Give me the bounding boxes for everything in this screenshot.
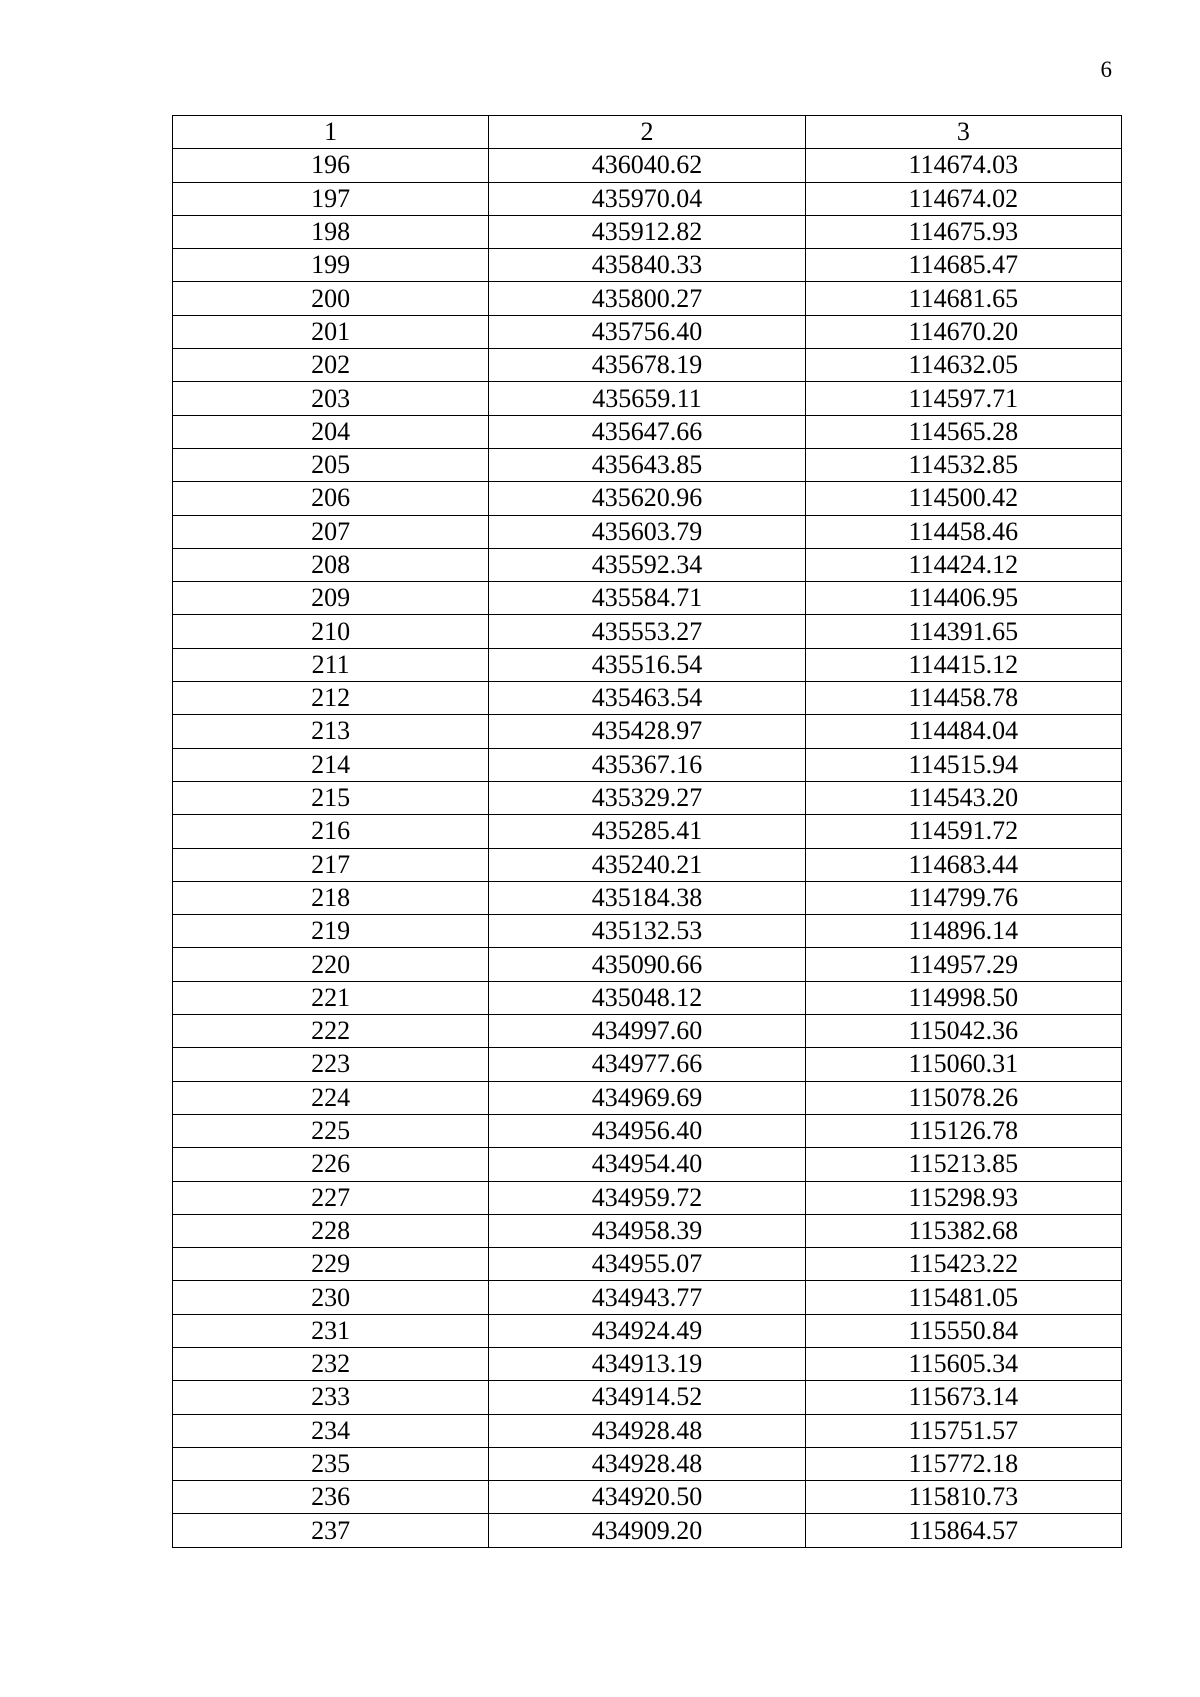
x-coordinate-cell: 435184.38	[489, 881, 805, 914]
point-number-cell: 232	[173, 1347, 489, 1380]
y-coordinate-cell: 114458.46	[805, 515, 1121, 548]
table-row	[173, 1414, 1122, 1447]
x-coordinate-cell: 434928.48	[489, 1414, 805, 1447]
point-number-cell: 212	[173, 682, 489, 715]
point-number-cell: 210	[173, 615, 489, 648]
y-coordinate-cell: 115060.31	[805, 1048, 1121, 1081]
point-number-cell: 199	[173, 249, 489, 282]
y-coordinate-cell: 114515.94	[805, 748, 1121, 781]
table-row	[173, 682, 1122, 715]
x-coordinate-cell: 435970.04	[489, 182, 805, 215]
table-row	[173, 715, 1122, 748]
point-number-cell: 197	[173, 182, 489, 215]
x-coordinate-cell: 435553.27	[489, 615, 805, 648]
table-row	[173, 249, 1122, 282]
table-row	[173, 1015, 1122, 1048]
y-coordinate-cell: 114532.85	[805, 448, 1121, 481]
table-row	[173, 282, 1122, 315]
point-number-cell: 237	[173, 1514, 489, 1547]
table-row	[173, 1181, 1122, 1214]
point-number-cell: 231	[173, 1314, 489, 1347]
point-number-cell: 207	[173, 515, 489, 548]
y-coordinate-cell: 114543.20	[805, 781, 1121, 814]
y-coordinate-cell: 114565.28	[805, 415, 1121, 448]
table-row	[173, 1481, 1122, 1514]
x-coordinate-cell: 435592.34	[489, 548, 805, 581]
table-row	[173, 981, 1122, 1014]
table-body	[173, 149, 1122, 1547]
point-number-cell: 236	[173, 1481, 489, 1514]
point-number-cell: 226	[173, 1148, 489, 1181]
x-coordinate-cell: 434920.50	[489, 1481, 805, 1514]
point-number-cell: 227	[173, 1181, 489, 1214]
x-coordinate-cell: 435584.71	[489, 582, 805, 615]
y-coordinate-cell: 114799.76	[805, 881, 1121, 914]
y-coordinate-cell: 114674.02	[805, 182, 1121, 215]
y-coordinate-cell: 114597.71	[805, 382, 1121, 415]
table-row	[173, 1048, 1122, 1081]
table-row	[173, 215, 1122, 248]
y-coordinate-cell: 114957.29	[805, 948, 1121, 981]
x-coordinate-cell: 435756.40	[489, 315, 805, 348]
table-row	[173, 149, 1122, 182]
point-number-cell: 229	[173, 1248, 489, 1281]
table-row	[173, 1114, 1122, 1147]
x-coordinate-cell: 435840.33	[489, 249, 805, 282]
x-coordinate-cell: 435329.27	[489, 781, 805, 814]
x-coordinate-cell: 435463.54	[489, 682, 805, 715]
point-number-cell: 205	[173, 448, 489, 481]
table-row	[173, 1447, 1122, 1480]
y-coordinate-cell: 115772.18	[805, 1447, 1121, 1480]
point-number-cell: 200	[173, 282, 489, 315]
x-coordinate-cell: 435240.21	[489, 848, 805, 881]
y-coordinate-cell: 115382.68	[805, 1214, 1121, 1247]
point-number-cell: 206	[173, 482, 489, 515]
x-coordinate-cell: 435285.41	[489, 815, 805, 848]
point-number-cell: 220	[173, 948, 489, 981]
table-row	[173, 1248, 1122, 1281]
x-coordinate-cell: 434943.77	[489, 1281, 805, 1314]
table-row	[173, 881, 1122, 914]
y-coordinate-cell: 114674.03	[805, 149, 1121, 182]
column-header-y-coordinate: 3	[805, 116, 1121, 149]
y-coordinate-cell: 114683.44	[805, 848, 1121, 881]
point-number-cell: 215	[173, 781, 489, 814]
point-number-cell: 209	[173, 582, 489, 615]
point-number-cell: 214	[173, 748, 489, 781]
column-header-point-number: 1	[173, 116, 489, 149]
point-number-cell: 211	[173, 648, 489, 681]
table-row	[173, 382, 1122, 415]
x-coordinate-cell: 435620.96	[489, 482, 805, 515]
table-row	[173, 315, 1122, 348]
point-number-cell: 219	[173, 915, 489, 948]
table-row	[173, 1281, 1122, 1314]
table-row	[173, 1381, 1122, 1414]
x-coordinate-cell: 435647.66	[489, 415, 805, 448]
y-coordinate-cell: 114670.20	[805, 315, 1121, 348]
table-row	[173, 1347, 1122, 1380]
x-coordinate-cell: 436040.62	[489, 149, 805, 182]
x-coordinate-cell: 434913.19	[489, 1347, 805, 1380]
x-coordinate-cell: 435659.11	[489, 382, 805, 415]
x-coordinate-cell: 435428.97	[489, 715, 805, 748]
x-coordinate-cell: 435800.27	[489, 282, 805, 315]
point-number-cell: 222	[173, 1015, 489, 1048]
y-coordinate-cell: 114415.12	[805, 648, 1121, 681]
y-coordinate-cell: 115864.57	[805, 1514, 1121, 1547]
y-coordinate-cell: 114632.05	[805, 349, 1121, 382]
x-coordinate-cell: 434914.52	[489, 1381, 805, 1414]
y-coordinate-cell: 115042.36	[805, 1015, 1121, 1048]
y-coordinate-cell: 115078.26	[805, 1081, 1121, 1114]
point-number-cell: 216	[173, 815, 489, 848]
table-row	[173, 781, 1122, 814]
y-coordinate-cell: 115605.34	[805, 1347, 1121, 1380]
y-coordinate-cell: 115126.78	[805, 1114, 1121, 1147]
x-coordinate-cell: 435678.19	[489, 349, 805, 382]
table-row	[173, 915, 1122, 948]
x-coordinate-cell: 435603.79	[489, 515, 805, 548]
point-number-cell: 223	[173, 1048, 489, 1081]
point-number-cell: 202	[173, 349, 489, 382]
coordinates-table	[172, 115, 1122, 1548]
table-row	[173, 1081, 1122, 1114]
table-row	[173, 349, 1122, 382]
table-row	[173, 182, 1122, 215]
point-number-cell: 203	[173, 382, 489, 415]
table-row	[173, 748, 1122, 781]
point-number-cell: 235	[173, 1447, 489, 1480]
y-coordinate-cell: 114896.14	[805, 915, 1121, 948]
x-coordinate-cell: 435132.53	[489, 915, 805, 948]
x-coordinate-cell: 435912.82	[489, 215, 805, 248]
y-coordinate-cell: 115481.05	[805, 1281, 1121, 1314]
x-coordinate-cell: 434997.60	[489, 1015, 805, 1048]
table-row	[173, 582, 1122, 615]
x-coordinate-cell: 434928.48	[489, 1447, 805, 1480]
y-coordinate-cell: 114424.12	[805, 548, 1121, 581]
table-row	[173, 415, 1122, 448]
x-coordinate-cell: 434977.66	[489, 1048, 805, 1081]
y-coordinate-cell: 114681.65	[805, 282, 1121, 315]
y-coordinate-cell: 115810.73	[805, 1481, 1121, 1514]
x-coordinate-cell: 434954.40	[489, 1148, 805, 1181]
y-coordinate-cell: 115673.14	[805, 1381, 1121, 1414]
x-coordinate-cell: 435643.85	[489, 448, 805, 481]
point-number-cell: 224	[173, 1081, 489, 1114]
table-row	[173, 648, 1122, 681]
x-coordinate-cell: 434958.39	[489, 1214, 805, 1247]
table-row	[173, 482, 1122, 515]
y-coordinate-cell: 114998.50	[805, 981, 1121, 1014]
y-coordinate-cell: 115751.57	[805, 1414, 1121, 1447]
table-row	[173, 1214, 1122, 1247]
point-number-cell: 208	[173, 548, 489, 581]
table-row	[173, 548, 1122, 581]
x-coordinate-cell: 435516.54	[489, 648, 805, 681]
y-coordinate-cell: 114685.47	[805, 249, 1121, 282]
y-coordinate-cell: 115550.84	[805, 1314, 1121, 1347]
table-row	[173, 1148, 1122, 1181]
y-coordinate-cell: 115423.22	[805, 1248, 1121, 1281]
y-coordinate-cell: 114675.93	[805, 215, 1121, 248]
y-coordinate-cell: 114484.04	[805, 715, 1121, 748]
point-number-cell: 221	[173, 981, 489, 1014]
y-coordinate-cell: 115298.93	[805, 1181, 1121, 1214]
point-number-cell: 233	[173, 1381, 489, 1414]
table-row	[173, 1514, 1122, 1547]
point-number-cell: 217	[173, 848, 489, 881]
x-coordinate-cell: 434969.69	[489, 1081, 805, 1114]
point-number-cell: 201	[173, 315, 489, 348]
table-header-row	[173, 116, 1122, 149]
y-coordinate-cell: 115213.85	[805, 1148, 1121, 1181]
y-coordinate-cell: 114500.42	[805, 482, 1121, 515]
y-coordinate-cell: 114406.95	[805, 582, 1121, 615]
page-number: 6	[1100, 57, 1112, 82]
x-coordinate-cell: 435367.16	[489, 748, 805, 781]
point-number-cell: 213	[173, 715, 489, 748]
table-row	[173, 848, 1122, 881]
x-coordinate-cell: 435090.66	[489, 948, 805, 981]
table-row	[173, 815, 1122, 848]
y-coordinate-cell: 114591.72	[805, 815, 1121, 848]
point-number-cell: 225	[173, 1114, 489, 1147]
table-row	[173, 448, 1122, 481]
x-coordinate-cell: 434955.07	[489, 1248, 805, 1281]
point-number-cell: 198	[173, 215, 489, 248]
x-coordinate-cell: 434924.49	[489, 1314, 805, 1347]
table-row	[173, 615, 1122, 648]
y-coordinate-cell: 114458.78	[805, 682, 1121, 715]
point-number-cell: 230	[173, 1281, 489, 1314]
point-number-cell: 204	[173, 415, 489, 448]
point-number-cell: 196	[173, 149, 489, 182]
x-coordinate-cell: 434909.20	[489, 1514, 805, 1547]
table-row	[173, 948, 1122, 981]
x-coordinate-cell: 435048.12	[489, 981, 805, 1014]
point-number-cell: 218	[173, 881, 489, 914]
y-coordinate-cell: 114391.65	[805, 615, 1121, 648]
table-row	[173, 1314, 1122, 1347]
point-number-cell: 234	[173, 1414, 489, 1447]
x-coordinate-cell: 434956.40	[489, 1114, 805, 1147]
table-row	[173, 515, 1122, 548]
column-header-x-coordinate: 2	[489, 116, 805, 149]
x-coordinate-cell: 434959.72	[489, 1181, 805, 1214]
point-number-cell: 228	[173, 1214, 489, 1247]
